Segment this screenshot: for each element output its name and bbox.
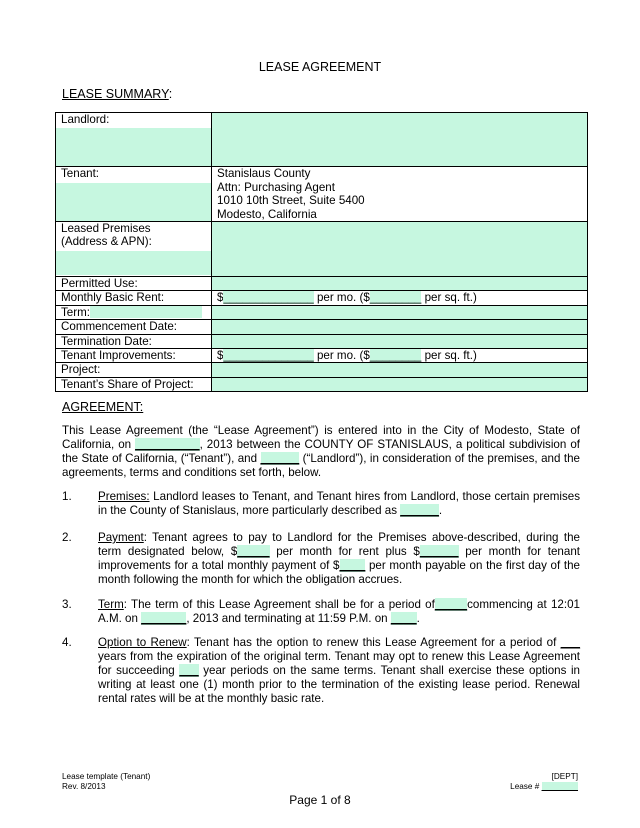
commencement-row — [56, 320, 588, 334]
item-text: per month for rent plus $ — [269, 545, 420, 558]
term-label-cell — [56, 305, 212, 319]
premises-row — [56, 222, 588, 277]
footer-dept: [DEPT] — [551, 772, 578, 781]
lease-number-blank[interactable]: ________ — [541, 782, 578, 791]
term-end-blank[interactable]: ____ — [390, 612, 417, 625]
premises-label-fill — [56, 251, 211, 275]
footer-left — [62, 772, 150, 792]
tenant-value[interactable] — [212, 167, 588, 222]
item-text: per month payable on the first day of the month following the month for which the obligation accrues. — [98, 559, 580, 586]
term-value[interactable] — [212, 305, 588, 319]
term-label-fill — [90, 306, 202, 318]
item-body — [98, 531, 580, 587]
renew-succeeding-blank[interactable]: ___ — [179, 664, 199, 677]
rent-blank[interactable]: _____ — [237, 545, 270, 558]
document-title: LEASE AGREEMENT — [258, 60, 382, 74]
lease-summary-heading-text: LEASE SUMMARY — [62, 87, 169, 101]
improvements-blank[interactable]: ______ — [419, 545, 459, 558]
item-premises — [62, 490, 580, 518]
ti-end: per sq. ft.) — [421, 349, 477, 363]
item-text: . — [438, 504, 443, 517]
lease-summary-heading-colon: : — [168, 87, 173, 101]
total-payment-blank[interactable]: ____ — [339, 559, 366, 572]
monthly-rent-end: per sq. ft.) — [421, 291, 477, 305]
item-text: years from the expiration of the original term. Tenant may opt to renew this Lease Agreement for succeeding — [98, 650, 580, 677]
monthly-rent-sqft-blank[interactable]: ________ — [369, 291, 422, 305]
item-heading: Payment — [98, 531, 144, 544]
item-text: Landlord leases to Tenant, and Tenant hires from Landlord, those certain premises in the County of Stanislaus, more particularly described as — [98, 490, 580, 517]
monthly-rent-label: Monthly Basic Rent: — [56, 291, 212, 305]
tenant-improvements-label: Tenant Improvements: — [56, 349, 212, 363]
intro-text-1: This Lease Agreement (the “Lease Agreement”) is entered into in the City of Modesto, State of California, on — [62, 424, 580, 451]
footer-revision: Rev. 8/2013 — [62, 782, 106, 791]
item-text: commencing at 12:01 A.M. on — [98, 598, 580, 625]
item-text: : Tenant has the option to renew this Lease Agreement for a period of — [186, 636, 561, 649]
premises-label-line-2: (Address & APN): — [61, 235, 152, 249]
ti-mid: per mo. ($ — [313, 349, 370, 363]
premises-description-blank[interactable]: ______ — [400, 504, 439, 517]
project-value[interactable] — [212, 363, 588, 377]
tenant-line-2: Attn: Purchasing Agent — [217, 180, 335, 194]
permitted-use-label: Permitted Use: — [56, 277, 212, 291]
commencement-label: Commencement Date: — [56, 320, 212, 334]
intro-paragraph — [62, 424, 580, 480]
termination-value[interactable] — [212, 334, 588, 348]
lease-number-label: Lease # — [510, 782, 542, 791]
item-payment — [62, 531, 580, 587]
monthly-rent-mid: per mo. ($ — [313, 291, 370, 305]
item-term — [62, 598, 580, 626]
item-heading: Premises: — [98, 490, 150, 503]
item-number: 2. — [62, 531, 72, 544]
tenant-improvements-row — [56, 349, 588, 363]
tenant-share-label: Tenant’s Share of Project: — [56, 377, 212, 391]
item-body — [98, 636, 580, 706]
term-label: Term: — [61, 305, 90, 319]
term-row — [56, 305, 588, 319]
tenant-label: Tenant: — [61, 167, 100, 181]
agreement-heading: AGREEMENT: — [62, 400, 144, 414]
item-number: 3. — [62, 598, 72, 611]
item-text: , 2013 and terminating at 11:59 P.M. on — [186, 612, 391, 625]
item-text: : The term of this Lease Agreement shall be for a period of — [123, 598, 435, 611]
item-body — [98, 598, 580, 626]
termination-label: Termination Date: — [56, 334, 212, 348]
tenant-line-1: Stanislaus County — [217, 167, 311, 181]
footer-lease-number — [480, 782, 578, 792]
premises-value[interactable] — [212, 222, 588, 277]
tenant-share-value[interactable] — [212, 377, 588, 391]
term-period-blank[interactable]: _____ — [434, 598, 468, 611]
commencement-value[interactable] — [212, 320, 588, 334]
landlord-value[interactable] — [212, 113, 588, 167]
landlord-label-fill — [56, 128, 211, 166]
item-body — [98, 490, 580, 518]
premises-label-cell — [56, 222, 212, 277]
item-number: 1. — [62, 490, 72, 503]
tenant-improvements-value[interactable] — [212, 349, 588, 363]
tenant-label-cell — [56, 167, 212, 222]
intro-text-3: (“Landlord”), in consideration of the premises, and the agreements, terms and conditions set forth, below. — [62, 452, 580, 479]
premises-label-line-1: Leased Premises — [61, 222, 151, 236]
intro-text-2: , 2013 between the COUNTY OF STANISLAUS, a political subdivision of the State of California, (“Tenant”), and — [62, 438, 580, 465]
monthly-rent-row — [56, 291, 588, 305]
landlord-row — [56, 113, 588, 167]
footer-template-name: Lease template (Tenant) — [62, 772, 151, 781]
item-heading: Term — [98, 598, 124, 611]
term-start-blank[interactable]: _______ — [141, 612, 187, 625]
landlord-label-cell — [56, 113, 212, 167]
tenant-line-3: 1010 10th Street, Suite 5400 — [217, 194, 365, 208]
item-number: 4. — [62, 636, 72, 649]
tenant-line-4: Modesto, California — [217, 207, 317, 221]
permitted-use-value[interactable] — [212, 277, 588, 291]
item-option-to-renew — [62, 636, 580, 706]
project-row — [56, 363, 588, 377]
ti-blank[interactable]: ______________ — [223, 349, 314, 363]
item-heading: Option to Renew — [98, 636, 187, 649]
monthly-rent-value[interactable] — [212, 291, 588, 305]
page-number: Page 1 of 8 — [289, 793, 351, 807]
item-text: year periods on the same terms. Tenant shall exercise these options in writing at least one (1) month prior to the termination of the existing lease period. Renewal rental rates will be at the monthly basic rate. — [98, 664, 580, 705]
item-text: per month for tenant improvements for a total monthly payment of $ — [98, 545, 580, 572]
tenant-share-row — [56, 377, 588, 391]
ti-sqft-blank[interactable]: ________ — [369, 349, 422, 363]
item-text: : Tenant agrees to pay to Landlord for the Premises above-described, during the term designated below, $ — [98, 531, 580, 558]
footer-right — [480, 772, 578, 792]
intro-landlord-blank[interactable]: ______ — [260, 452, 300, 465]
intro-date-blank[interactable]: __________ — [135, 438, 200, 451]
project-label: Project: — [56, 363, 212, 377]
item-text: . — [416, 612, 420, 625]
ti-dollar: $ — [217, 349, 224, 363]
permitted-use-row — [56, 277, 588, 291]
landlord-label: Landlord: — [61, 113, 110, 126]
lease-summary-table — [55, 112, 588, 392]
renew-period-blank[interactable]: ___ — [560, 636, 581, 649]
monthly-rent-dollar: $ — [217, 291, 224, 305]
lease-summary-heading — [62, 87, 172, 101]
monthly-rent-blank[interactable]: ______________ — [223, 291, 314, 305]
tenant-label-fill — [56, 183, 211, 221]
termination-row — [56, 334, 588, 348]
tenant-row — [56, 167, 588, 222]
